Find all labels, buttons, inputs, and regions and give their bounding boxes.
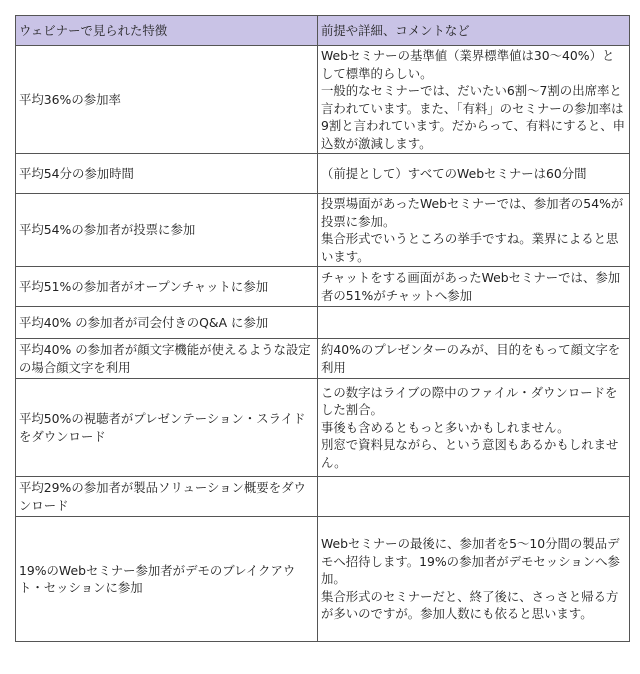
- feature-cell: 平均36%の参加率: [16, 46, 318, 154]
- header-feature: ウェビナーで見られた特徴: [16, 16, 318, 46]
- comment-cell: Webセミナーの最後に、参加者を5〜10分間の製品デモへ招待します。19%の参加者がデモセッションへ参加。 集合形式のセミナーだと、終了後に、さっさと帰る方が多いのですが。参加人数にも依ると思います。: [318, 517, 630, 642]
- table-row: [16, 267, 630, 307]
- feature-cell: 平均54分の参加時間: [16, 154, 318, 194]
- comment-cell: 投票場面があったWebセミナーでは、参加者の54%が投票に参加。 集合形式でいうところの挙手ですね。業界によると思います。: [318, 194, 630, 267]
- feature-cell: 平均40% の参加者が司会付きのQ&A に参加: [16, 307, 318, 339]
- table-row: [16, 517, 630, 642]
- feature-cell: 平均29%の参加者が製品ソリューション概要をダウンロード: [16, 477, 318, 517]
- header-comment: 前提や詳細、コメントなど: [318, 16, 630, 46]
- feature-cell: 平均40% の参加者が顔文字機能が使えるような設定の場合顔文字を利用: [16, 339, 318, 379]
- table-row: [16, 379, 630, 477]
- table-header-row: [16, 16, 630, 46]
- feature-cell: 19%のWebセミナー参加者がデモのブレイクアウト・セッションに参加: [16, 517, 318, 642]
- comment-cell: この数字はライブの際中のファイル・ダウンロードをした割合。 事後も含めるともっと多いかもしれません。 別窓で資料見ながら、という意図もあるかもしれません。: [318, 379, 630, 477]
- comment-cell: チャットをする画面があったWebセミナーでは、参加者の51%がチャットへ参加: [318, 267, 630, 307]
- comment-cell: [318, 307, 630, 339]
- feature-cell: 平均51%の参加者がオープンチャットに参加: [16, 267, 318, 307]
- comment-cell: 約40%のプレゼンターのみが、目的をもって顔文字を利用: [318, 339, 630, 379]
- table-row: [16, 477, 630, 517]
- table-row: [16, 46, 630, 154]
- table-row: [16, 154, 630, 194]
- feature-cell: 平均50%の視聴者がプレゼンテーション・スライドをダウンロード: [16, 379, 318, 477]
- table-row: [16, 194, 630, 267]
- comment-cell: （前提として）すべてのWebセミナーは60分間: [318, 154, 630, 194]
- feature-cell: 平均54%の参加者が投票に参加: [16, 194, 318, 267]
- table-row: [16, 339, 630, 379]
- webinar-features-table: [15, 15, 630, 642]
- table-row: [16, 307, 630, 339]
- comment-cell: Webセミナーの基準値（業界標準値は30〜40%）として標準的らしい。 一般的なセミナーでは、だいたい6割〜7割の出席率と言われています。また、「有料」のセミナーの参加率は9割と言われています。だからって、有料にすると、申込数が激減します。: [318, 46, 630, 154]
- comment-cell: [318, 477, 630, 517]
